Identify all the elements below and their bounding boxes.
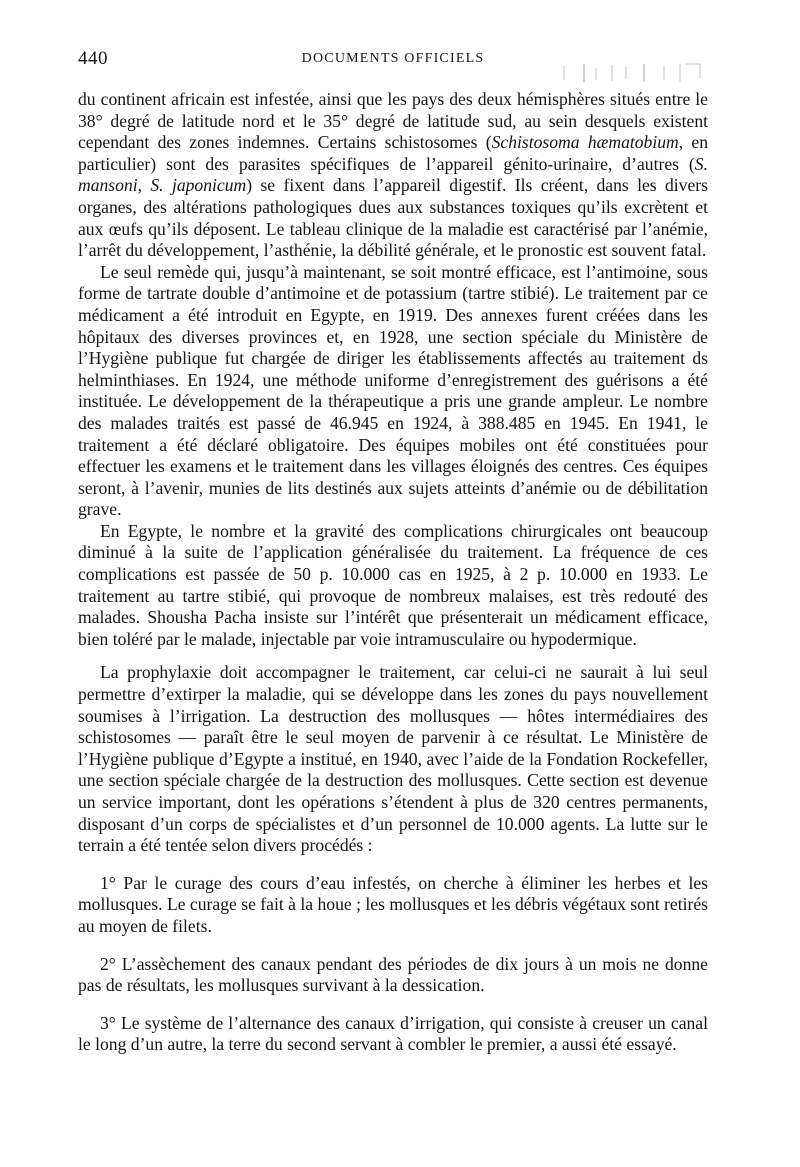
paragraph-remedy: Le seul remède qui, jusqu’à maintenant, se soit montré efficace, est l’antimoine, sous forme de tartrate double d’antimoine et de potassium (tartre stibié). Le traitement par ce médicament a été introduit en Egypte, en 1919. Des annexes furent créées dans les hôpitaux des diverses provinces et, en 1928, une section spéciale du Ministère de l’Hygiène publique fut chargée de diriger les établissements affectés au traitement ds helminthiases. En 1924, une méthode uniforme d’enregistrement des guérisons a été instituée. Le développement de la thérapeutique a pris une grande ampleur. Le nombre des malades traités est passé de 46.945 en 1924, à 388.485 en 1945. En 1941, le traitement a été déclaré obligatoire. Des équipes mobiles ont été constituées pour effectuer les examens et le traitement dans les villages éloignés des centres. Ces équipes seront, à l’avenir, munies de lits destinés aux sujets atteints d’anémie ou de débilitation grave.: [78, 261, 708, 520]
page-number: 440: [78, 48, 108, 69]
paragraph-prophylaxis: La prophylaxie doit accompagner le traitement, car celui-ci ne saurait à lui seul permettre d’extirper la maladie, qui se développe dans les zones du pays nouvellement soumises à l’irrigation. La destruction des mollusques — hôtes intermédiaires des schistosomes — paraît être le seul moyen de parvenir à ce résultat. Le Ministère de l’Hygiène publique d’Egypte a institué, en 1940, avec l’aide de la Fondation Rockefeller, une section spéciale chargée de la destruction des mollusques. Cette section est devenue un service important, dont les opérations s’étendent à plus de 320 centres permanents, disposant d’un corps de spécialistes et d’un personnel de 10.000 agents. La lutte sur le terrain a été tentée selon divers procédés :: [78, 662, 708, 856]
list-item-alternance: 3° Le système de l’alternance des canaux d’irrigation, qui consiste à creuser un canal le long d’un autre, la terre du second servant à combler le premier, a aussi été essayé.: [78, 1012, 708, 1055]
scan-artifact-icon: [560, 62, 710, 84]
list-item-assechement: 2° L’assèchement des canaux pendant des périodes de dix jours à un mois ne donne pas de résultats, les mollusques survivant à la dessication.: [78, 953, 708, 996]
list-item-curage: 1° Par le curage des cours d’eau infestés, on cherche à éliminer les herbes et les mollusques. Le curage se fait à la houe ; les mollusques et les débris végétaux sont retirés au moyen de filets.: [78, 872, 708, 936]
running-title: DOCUMENTS OFFICIELS: [301, 51, 485, 66]
paragraph-complications: En Egypte, le nombre et la gravité des complications chirurgicales ont beaucoup diminué à la suite de l’application généralisée du traitement. La fréquence de ces complications est passée de 50 p. 10.000 cas en 1925, à 2 p. 10.000 en 1933. Le traitement au tartre stibié, qui provoque de nombreux malaises, est très redouté des malades. Shousha Pacha insiste sur l’intérêt que présenterait un médicament efficace, bien toléré par le malade, injectable par voie intramusculaire ou hypodermique.: [78, 520, 708, 649]
paragraph-continuation: du continent africain est infestée, ainsi que les pays des deux hémisphères situés entre le 38° degré de latitude nord et le 35° degré de latitude sud, au sein desquels existent cependant des zones indemnes. Certains schistosomes (Schistosoma hæmatobium, en particulier) sont des parasites spécifiques de l’appareil génito-urinaire, d’autres (S. mansoni, S. japonicum) se fixent dans l’appareil digestif. Ils créent, dans les divers organes, des altérations pathologiques dues aux substances toxiques qu’ils excrètent et aux œufs qu’ils déposent. Le tableau clinique de la maladie est caractérisé par l’anémie, l’arrêt du développement, l’asthénie, la débilité générale, et le pronostic est souvent fatal.: [78, 89, 709, 261]
body-text: [78, 89, 708, 1056]
